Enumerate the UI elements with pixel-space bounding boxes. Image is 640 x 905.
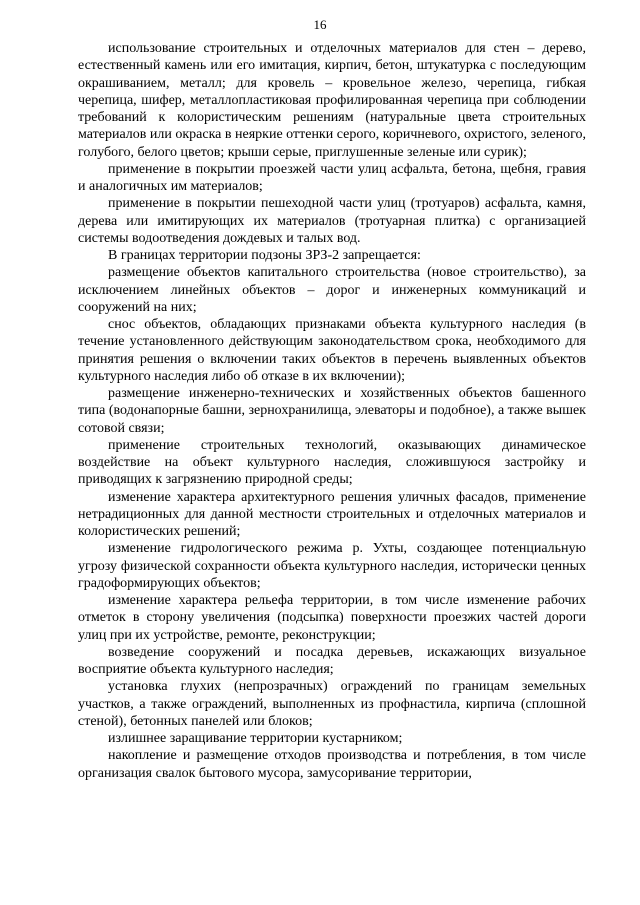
paragraph-roadway-paving: применение в покрытии проезжей части улиц асфальта, бетона, щебня, гравия и аналогичных им материалов; (78, 161, 586, 194)
paragraph-structures-trees: возведение сооружений и посадка деревьев, искажающих визуальное восприятие объекта культурного наследия; (78, 644, 586, 677)
paragraph-shrub-overgrowth: излишнее заращивание территории кустарником; (108, 731, 403, 746)
paragraph-new-construction: размещение объектов капитального строительства (новое строительство), за исключением линейных объектов – дорог и инженерных коммуникаций и сооружений на них; (78, 265, 586, 315)
paragraph-waste-accumulation: накопление и размещение отходов производства и потребления, в том числе организация свалок бытового мусора, замусоривание территории, (78, 748, 586, 781)
paragraph-fences: установка глухих (непрозрачных) ограждений по границам земельных участков, а также ограждений, выполненных из профнастила, кирпича (сплошной стеной), бетонных панелей или блоков; (78, 679, 586, 729)
document-body (78, 40, 586, 782)
page-number: 16 (313, 17, 327, 32)
paragraph-sidewalk-paving: применение в покрытии пешеходной части улиц (тротуаров) асфальта, камня, дерева или имитирующих их материалов (тротуарная плитка) с организацией системы водоотведения дождевых и талых вод. (78, 196, 586, 246)
paragraph-zrz2-prohibitions-heading: В границах территории подзоны ЗРЗ-2 запрещается: (108, 248, 421, 263)
paragraph-building-materials: использование строительных и отделочных материалов для стен – дерево, естественный камень или его имитация, кирпич, бетон, штукатурка с последующим окрашиванием, металл; для кровель – кровельное железо, черепица, гибкая черепица, шифер, металлопластиковая профилированная черепица при соблюдении требований к колористическим решениям (натуральные цвета строительных материалов или окраска в неяркие оттенки серого, коричневого, охристого, зеленого, голубого, белого цветов; крыши серые, приглушенные зеленые или сурик); (78, 41, 586, 160)
paragraph-hydrological-regime: изменение гидрологического режима р. Ухты, создающее потенциальную угрозу физической сохранности объекта культурного наследия, исторически ценных градоформирующих объектов; (78, 541, 586, 591)
paragraph-demolition: снос объектов, обладающих признаками объекта культурного наследия (в течение установленного действующим законодательством срока, необходимого для принятия решения о включении таких объектов в перечень выявленных объектов культурного наследия либо об отказе в их включении); (78, 317, 586, 384)
paragraph-construction-technologies: применение строительных технологий, оказывающих динамическое воздействие на объект культурного наследия, сложившуюся застройку и приводящих к загрязнению природной среды; (78, 437, 586, 488)
paragraph-tower-objects: размещение инженерно-технических и хозяйственных объектов башенного типа (водонапорные башни, зернохранилища, элеваторы и подобное), а также вышек сотовой связи; (78, 386, 586, 436)
paragraph-relief-changes: изменение характера рельефа территории, в том числе изменение рабочих отметок в сторону увеличения (подсыпка) поверхности проезжих частей дороги улиц при их устройстве, ремонте, реконструкции; (78, 593, 586, 643)
paragraph-facade-changes: изменение характера архитектурного решения уличных фасадов, применение нетрадиционных для данной местности строительных и отделочных материалов и колористических решений; (78, 489, 586, 539)
